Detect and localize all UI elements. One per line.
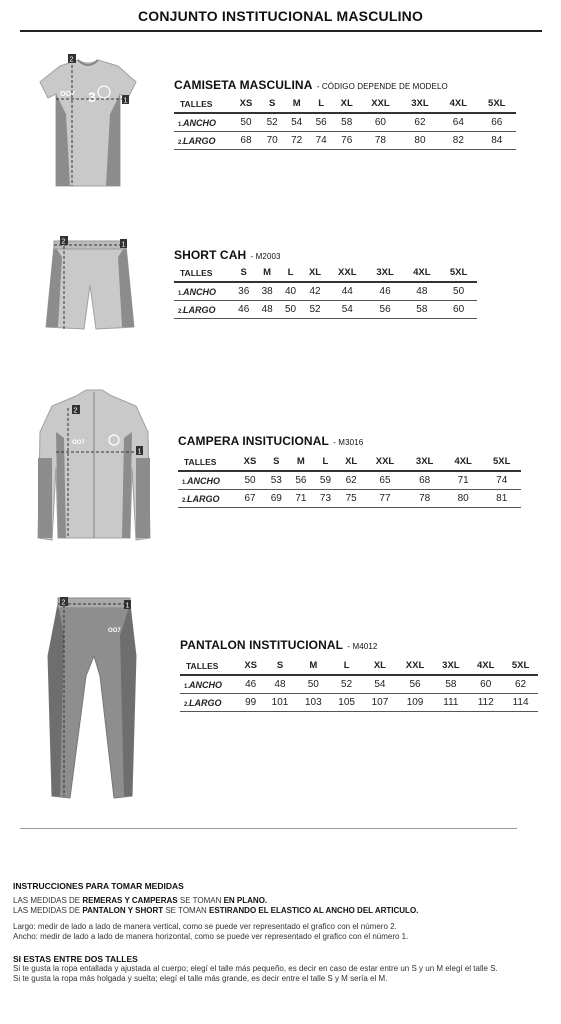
- size-header-cell: XL: [338, 453, 365, 471]
- size-header-cell: 3XL: [367, 264, 404, 282]
- between-sizes-heading: SI ESTAS ENTRE DOS TALLES: [13, 954, 138, 964]
- table-header-row: [174, 264, 477, 282]
- table-cell: 52: [302, 301, 328, 319]
- size-header-cell: M: [284, 95, 308, 113]
- table-cell: 78: [360, 132, 401, 150]
- size-header-cell: 4XL: [444, 453, 483, 471]
- table-cell: 52: [260, 113, 284, 132]
- marker-ancho: 1: [125, 602, 130, 610]
- row-label: 2.LARGO: [174, 132, 232, 150]
- brand-logo: OO7: [72, 440, 85, 446]
- marker-largo: 2: [73, 407, 78, 415]
- table-cell: 44: [328, 282, 367, 301]
- table-cell: 82: [439, 132, 477, 150]
- table-cell: 114: [503, 694, 538, 712]
- table-cell: 56: [309, 113, 333, 132]
- table-cell: 46: [367, 282, 404, 301]
- instructions-line-2: LAS MEDIDAS DE PANTALON Y SHORT SE TOMAN ESTIRANDO EL ELASTICO AL ANCHO DEL ARTICULO.: [13, 906, 419, 915]
- table-cell: 105: [330, 694, 363, 712]
- table-cell: 107: [363, 694, 396, 712]
- table-cell: 60: [468, 675, 503, 694]
- pants-size-table: [180, 657, 538, 712]
- table-cell: 80: [444, 490, 483, 508]
- table-cell: 99: [238, 694, 263, 712]
- table-cell: 103: [297, 694, 330, 712]
- row-label: 1.ANCHO: [174, 113, 232, 132]
- table-cell: 59: [313, 471, 338, 490]
- table-cell: 53: [264, 471, 289, 490]
- table-cell: 36: [232, 282, 255, 301]
- table-cell: 68: [232, 132, 260, 150]
- marker-ancho: 1: [123, 97, 128, 105]
- table-header-row: [178, 453, 521, 471]
- table-cell: 62: [401, 113, 439, 132]
- marker-ancho: 1: [137, 448, 142, 456]
- table-cell: 68: [405, 471, 444, 490]
- table-cell: 71: [444, 471, 483, 490]
- header-label: TALLES: [174, 95, 232, 113]
- page-title-bold: MASCULINO: [336, 8, 424, 24]
- table-cell: 84: [478, 132, 516, 150]
- size-header-cell: S: [263, 657, 296, 675]
- jersey-number: 3: [88, 89, 96, 105]
- header-label: TALLES: [180, 657, 238, 675]
- table-cell: 56: [367, 301, 404, 319]
- table-cell: 54: [363, 675, 396, 694]
- pants-title: PANTALON INSTITUCIONAL - M4012: [180, 638, 378, 652]
- instructions-ancho: Ancho: medir de lado a lado de manera horizontal, como se puede ver representado el grafico con el número 1.: [13, 932, 409, 941]
- marker-ancho: 1: [121, 241, 126, 249]
- table-cell: 58: [433, 675, 468, 694]
- size-header-cell: 3XL: [401, 95, 439, 113]
- table-cell: 48: [263, 675, 296, 694]
- jacket-size-table: [178, 453, 521, 508]
- table-cell: 109: [397, 694, 434, 712]
- size-header-cell: XXL: [328, 264, 367, 282]
- table-cell: 50: [440, 282, 477, 301]
- table-row: [178, 471, 521, 490]
- size-header-cell: 5XL: [482, 453, 521, 471]
- table-cell: 60: [360, 113, 401, 132]
- size-header-cell: M: [255, 264, 278, 282]
- jacket-illustration: [36, 388, 152, 550]
- table-row: [174, 113, 516, 132]
- size-header-cell: XS: [232, 95, 260, 113]
- table-row: [180, 694, 538, 712]
- table-cell: 42: [302, 282, 328, 301]
- shorts-title: SHORT CAH - M2003: [174, 248, 281, 262]
- table-row: [180, 675, 538, 694]
- table-cell: 60: [440, 301, 477, 319]
- table-row: [174, 132, 516, 150]
- table-row: [174, 301, 477, 319]
- pants-illustration: [44, 596, 140, 802]
- table-cell: 52: [330, 675, 363, 694]
- table-cell: 38: [255, 282, 278, 301]
- between-sizes-tip-1: Si te gusta la ropa entallada y ajustada al cuerpo; elegí el talle más pequeño, es decir en caso de estar entre un S y un M elegí el talle S.: [13, 964, 498, 973]
- size-header-cell: 4XL: [468, 657, 503, 675]
- instructions-block: [13, 881, 553, 984]
- instructions-heading: INSTRUCCIONES PARA TOMAR MEDIDAS: [13, 881, 184, 891]
- tshirt-illustration: [38, 54, 138, 190]
- instructions-line-1: LAS MEDIDAS DE REMERAS Y CAMPERAS SE TOMAN EN PLANO.: [13, 896, 268, 905]
- table-cell: 70: [260, 132, 284, 150]
- table-row: [174, 282, 477, 301]
- size-header-cell: XS: [236, 453, 264, 471]
- size-header-cell: L: [309, 95, 333, 113]
- table-cell: 54: [284, 113, 308, 132]
- size-header-cell: M: [289, 453, 314, 471]
- size-header-cell: 5XL: [478, 95, 516, 113]
- brand-logo: OO7: [108, 628, 121, 634]
- size-header-cell: 5XL: [440, 264, 477, 282]
- jacket-title: CAMPERA INSITUCIONAL - M3016: [178, 434, 364, 448]
- size-header-cell: XXL: [365, 453, 406, 471]
- size-header-cell: 4XL: [403, 264, 440, 282]
- marker-largo: 2: [61, 238, 66, 246]
- table-cell: 56: [289, 471, 314, 490]
- row-label: 2.LARGO: [178, 490, 236, 508]
- table-cell: 50: [232, 113, 260, 132]
- size-header-cell: 3XL: [433, 657, 468, 675]
- table-cell: 67: [236, 490, 264, 508]
- table-cell: 111: [433, 694, 468, 712]
- tshirt-size-table: [174, 95, 516, 150]
- page-title: [0, 8, 561, 24]
- size-header-cell: XXL: [360, 95, 401, 113]
- table-cell: 112: [468, 694, 503, 712]
- table-cell: 69: [264, 490, 289, 508]
- size-header-cell: L: [279, 264, 302, 282]
- table-header-row: [180, 657, 538, 675]
- table-row: [178, 490, 521, 508]
- table-cell: 50: [279, 301, 302, 319]
- table-cell: 56: [397, 675, 434, 694]
- table-cell: 62: [338, 471, 365, 490]
- size-header-cell: 3XL: [405, 453, 444, 471]
- size-header-cell: L: [330, 657, 363, 675]
- table-cell: 65: [365, 471, 406, 490]
- table-cell: 64: [439, 113, 477, 132]
- size-header-cell: M: [297, 657, 330, 675]
- size-header-cell: XS: [238, 657, 263, 675]
- table-cell: 40: [279, 282, 302, 301]
- page-title-light: CONJUNTO INSTITUCIONAL: [137, 8, 333, 24]
- size-header-cell: XL: [363, 657, 396, 675]
- table-cell: 50: [236, 471, 264, 490]
- table-cell: 74: [309, 132, 333, 150]
- marker-largo: 2: [69, 56, 74, 64]
- between-sizes-tip-2: Si te gusta la ropa más holgada y suelta; elegí el talle más grande, es decir entre el talle S y M sería el M.: [13, 974, 388, 983]
- table-cell: 71: [289, 490, 314, 508]
- table-cell: 73: [313, 490, 338, 508]
- table-cell: 101: [263, 694, 296, 712]
- bottom-divider: [20, 828, 517, 829]
- marker-largo: 2: [61, 599, 66, 607]
- row-label: 1.ANCHO: [180, 675, 238, 694]
- table-cell: 80: [401, 132, 439, 150]
- instructions-largo: Largo: medir de lado a lado de manera vertical, como se puede ver representado el grafico con el número 2.: [13, 922, 397, 931]
- title-divider: [20, 30, 542, 32]
- row-label: 2.LARGO: [174, 301, 232, 319]
- row-label: 2.LARGO: [180, 694, 238, 712]
- table-cell: 72: [284, 132, 308, 150]
- table-cell: 76: [333, 132, 360, 150]
- tshirt-title: CAMISETA MASCULINA - CÓDIGO DEPENDE DE MODELO: [174, 78, 448, 92]
- table-cell: 54: [328, 301, 367, 319]
- table-cell: 58: [403, 301, 440, 319]
- size-header-cell: 5XL: [503, 657, 538, 675]
- shorts-illustration: [44, 235, 136, 335]
- table-cell: 46: [232, 301, 255, 319]
- table-cell: 62: [503, 675, 538, 694]
- table-cell: 58: [333, 113, 360, 132]
- header-label: TALLES: [174, 264, 232, 282]
- size-header-cell: S: [264, 453, 289, 471]
- table-cell: 50: [297, 675, 330, 694]
- table-cell: 46: [238, 675, 263, 694]
- table-header-row: [174, 95, 516, 113]
- table-cell: 48: [403, 282, 440, 301]
- size-header-cell: XL: [333, 95, 360, 113]
- table-cell: 78: [405, 490, 444, 508]
- size-header-cell: S: [232, 264, 255, 282]
- size-header-cell: L: [313, 453, 338, 471]
- table-cell: 66: [478, 113, 516, 132]
- size-header-cell: 4XL: [439, 95, 477, 113]
- size-header-cell: XXL: [397, 657, 434, 675]
- header-label: TALLES: [178, 453, 236, 471]
- size-header-cell: XL: [302, 264, 328, 282]
- brand-logo: OO7: [60, 91, 75, 98]
- shorts-size-table: [174, 264, 477, 319]
- table-cell: 48: [255, 301, 278, 319]
- row-label: 1.ANCHO: [174, 282, 232, 301]
- size-header-cell: S: [260, 95, 284, 113]
- table-cell: 75: [338, 490, 365, 508]
- table-cell: 74: [482, 471, 521, 490]
- row-label: 1.ANCHO: [178, 471, 236, 490]
- table-cell: 81: [482, 490, 521, 508]
- table-cell: 77: [365, 490, 406, 508]
